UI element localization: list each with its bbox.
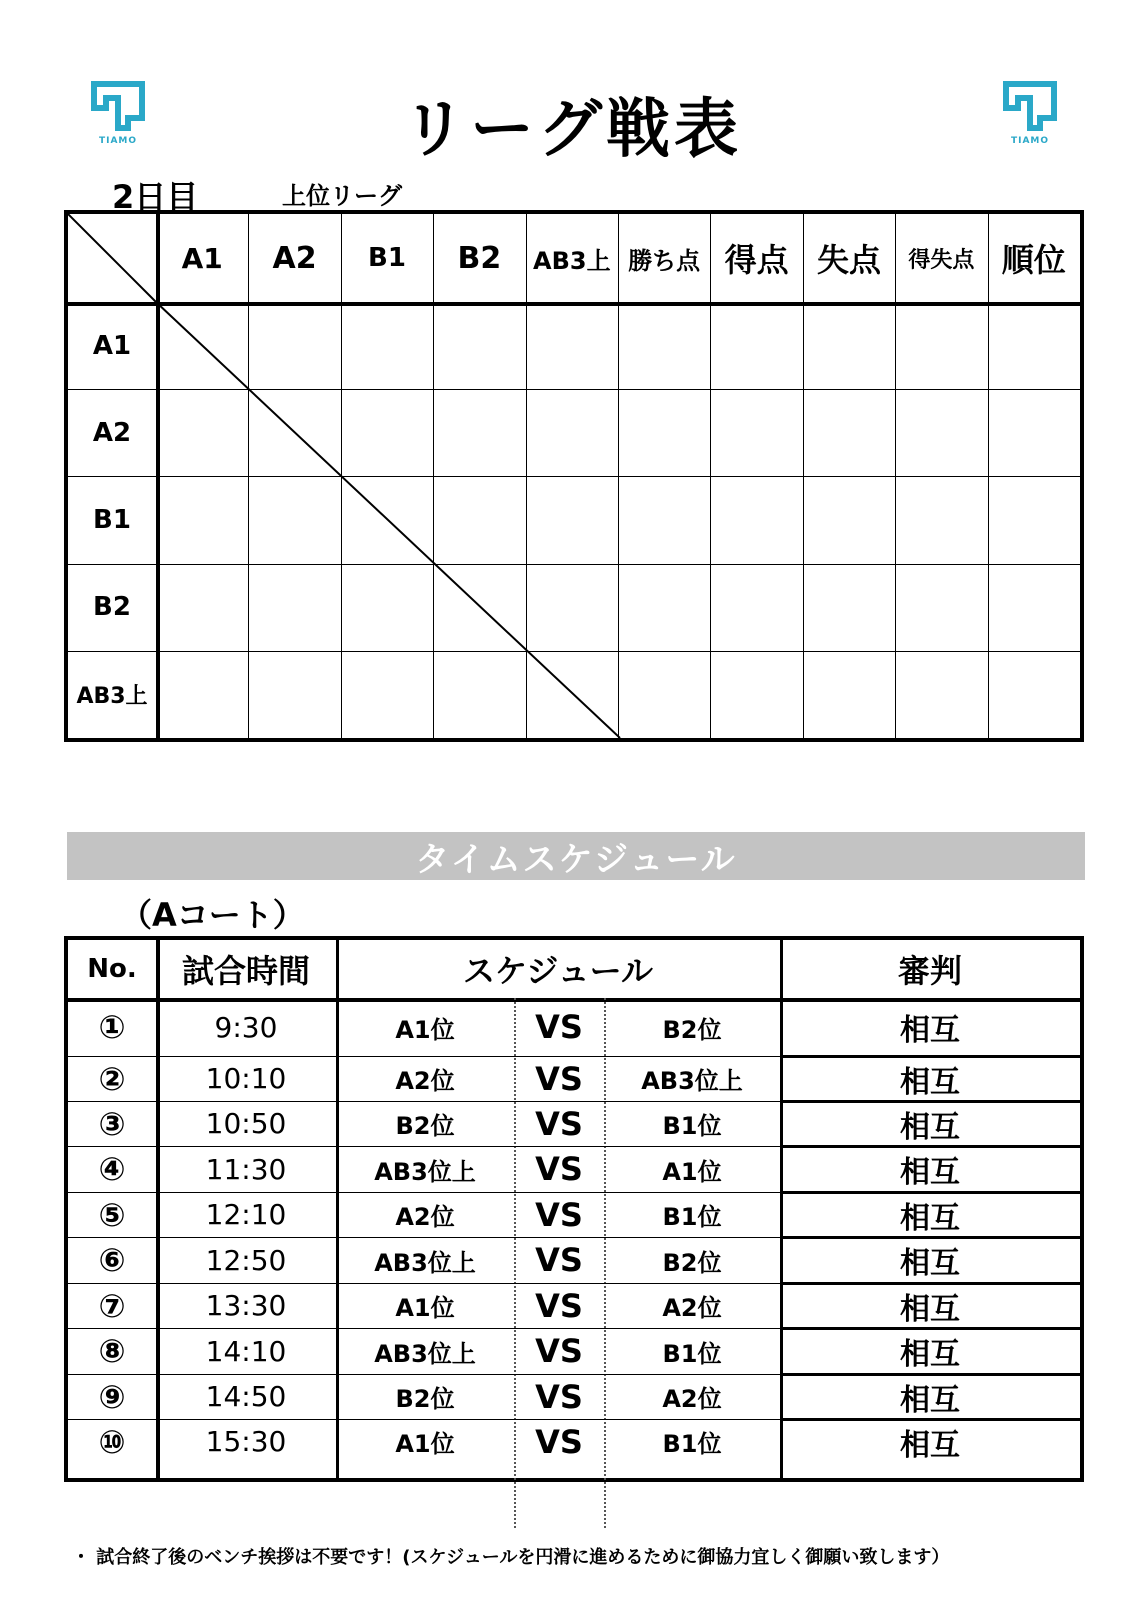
grid-hline xyxy=(68,476,1080,477)
match-no: ⑧ xyxy=(98,1332,126,1370)
match-time: 12:50 xyxy=(205,1243,287,1277)
referee: 相互 xyxy=(900,1337,960,1372)
vs-label: VS xyxy=(535,1008,583,1046)
header-time: 試合時間 xyxy=(181,952,310,990)
referee: 相互 xyxy=(900,1246,960,1281)
header-schedule: スケジュール xyxy=(462,952,654,990)
home-team: A1位 xyxy=(395,1294,455,1322)
logo-text: TIAMO xyxy=(1010,136,1050,146)
home-team: A1位 xyxy=(395,1015,455,1044)
referee: 相互 xyxy=(900,1291,960,1327)
row-header: AB3上 xyxy=(76,683,148,709)
vs-label: VS xyxy=(535,1150,583,1188)
home-team: B2位 xyxy=(395,1385,455,1413)
away-team: B1位 xyxy=(662,1112,722,1140)
match-time: 10:50 xyxy=(205,1107,287,1140)
away-team: B2位 xyxy=(662,1248,722,1277)
away-team: AB3位上 xyxy=(641,1067,743,1095)
referee: 相互 xyxy=(900,1013,960,1048)
away-team: A2位 xyxy=(662,1385,722,1413)
match-time: 14:50 xyxy=(205,1380,287,1413)
header-no: No. xyxy=(87,954,137,984)
row-header: A1 xyxy=(92,330,132,361)
table-row xyxy=(68,1419,1080,1464)
match-time: 14:10 xyxy=(205,1334,287,1368)
match-time: 11:30 xyxy=(205,1152,287,1186)
match-time: 12:10 xyxy=(205,1198,287,1231)
match-no: ④ xyxy=(98,1150,126,1188)
court-label: （Aコート） xyxy=(120,896,305,934)
grid-hline xyxy=(68,389,1080,390)
vs-label: VS xyxy=(535,1059,583,1098)
match-time: 15:30 xyxy=(205,1425,287,1458)
column-header: A1 xyxy=(181,241,223,275)
column-header: AB3上 xyxy=(533,246,611,275)
logo-text: TIAMO xyxy=(98,136,138,146)
day-label: 2日目 xyxy=(112,178,199,216)
vs-label: VS xyxy=(535,1195,583,1234)
match-no: ⑥ xyxy=(98,1241,126,1279)
schedule-table xyxy=(64,936,1084,1482)
column-header: 得失点 xyxy=(908,247,975,273)
referee: 相互 xyxy=(900,1109,960,1145)
table-row xyxy=(68,998,1080,1056)
match-no: ① xyxy=(98,1008,126,1046)
home-team: A1位 xyxy=(395,1430,455,1458)
column-header: B1 xyxy=(368,243,406,273)
referee: 相互 xyxy=(900,1382,960,1418)
footer-note: ・ 試合終了後のベンチ挨拶は不要です！(スケジュールを円滑に進めるために御協力宜しく御願い致します） xyxy=(72,1547,950,1568)
league-table xyxy=(64,210,1084,742)
table-row xyxy=(68,1056,1080,1101)
away-team: B1位 xyxy=(662,1430,722,1458)
referee: 相互 xyxy=(900,1064,960,1100)
column-header: 失点 xyxy=(816,241,881,279)
table-row xyxy=(68,1237,1080,1283)
row-header: A2 xyxy=(92,417,132,448)
away-team: B2位 xyxy=(662,1015,722,1044)
referee: 相互 xyxy=(900,1200,960,1236)
referee: 相互 xyxy=(900,1427,960,1463)
column-header: 勝ち点 xyxy=(628,246,701,275)
table-row xyxy=(68,1374,1080,1419)
home-team: AB3位上 xyxy=(374,1157,476,1186)
table-row xyxy=(68,1328,1080,1374)
table-row xyxy=(68,1101,1080,1146)
vs-label: VS xyxy=(535,1422,583,1461)
away-team: A2位 xyxy=(662,1294,722,1322)
away-team: B1位 xyxy=(662,1203,722,1231)
column-header: 得点 xyxy=(724,241,789,279)
schedule-title: タイムスケジュール xyxy=(67,832,1085,880)
header-referee: 審判 xyxy=(897,952,962,990)
home-team: AB3位上 xyxy=(374,1248,476,1277)
match-no: ⑤ xyxy=(98,1195,126,1234)
page-title: リーグ戦表 xyxy=(402,93,742,167)
league-name: 上位リーグ xyxy=(282,182,402,210)
referee: 相互 xyxy=(900,1155,960,1190)
home-team: B2位 xyxy=(395,1112,455,1140)
vs-label: VS xyxy=(535,1286,583,1325)
match-no: ③ xyxy=(98,1104,126,1143)
match-no: ⑨ xyxy=(98,1377,126,1416)
vs-label: VS xyxy=(535,1332,583,1370)
row-header: B1 xyxy=(93,504,131,535)
grid-hline xyxy=(68,564,1080,565)
column-header: A2 xyxy=(272,240,317,276)
home-team: AB3位上 xyxy=(374,1339,476,1368)
table-row xyxy=(68,1283,1080,1328)
row-header: B2 xyxy=(93,592,131,623)
vs-label: VS xyxy=(535,1104,583,1143)
home-team: A2位 xyxy=(395,1067,455,1095)
match-time: 13:30 xyxy=(205,1289,287,1322)
grid-hline xyxy=(68,302,1080,306)
vs-label: VS xyxy=(535,1241,583,1279)
match-time: 9:30 xyxy=(214,1010,278,1044)
grid-hline xyxy=(68,651,1080,652)
match-no: ② xyxy=(98,1059,126,1098)
column-header: 順位 xyxy=(1001,241,1066,279)
column-header: B2 xyxy=(457,240,502,276)
match-no: ⑩ xyxy=(98,1422,126,1461)
vs-label: VS xyxy=(535,1377,583,1416)
match-time: 10:10 xyxy=(205,1062,287,1095)
table-row xyxy=(68,1192,1080,1237)
table-row xyxy=(68,1146,1080,1192)
match-no: ⑦ xyxy=(98,1286,126,1325)
away-team: A1位 xyxy=(662,1157,722,1186)
away-team: B1位 xyxy=(662,1339,722,1368)
home-team: A2位 xyxy=(395,1203,455,1231)
